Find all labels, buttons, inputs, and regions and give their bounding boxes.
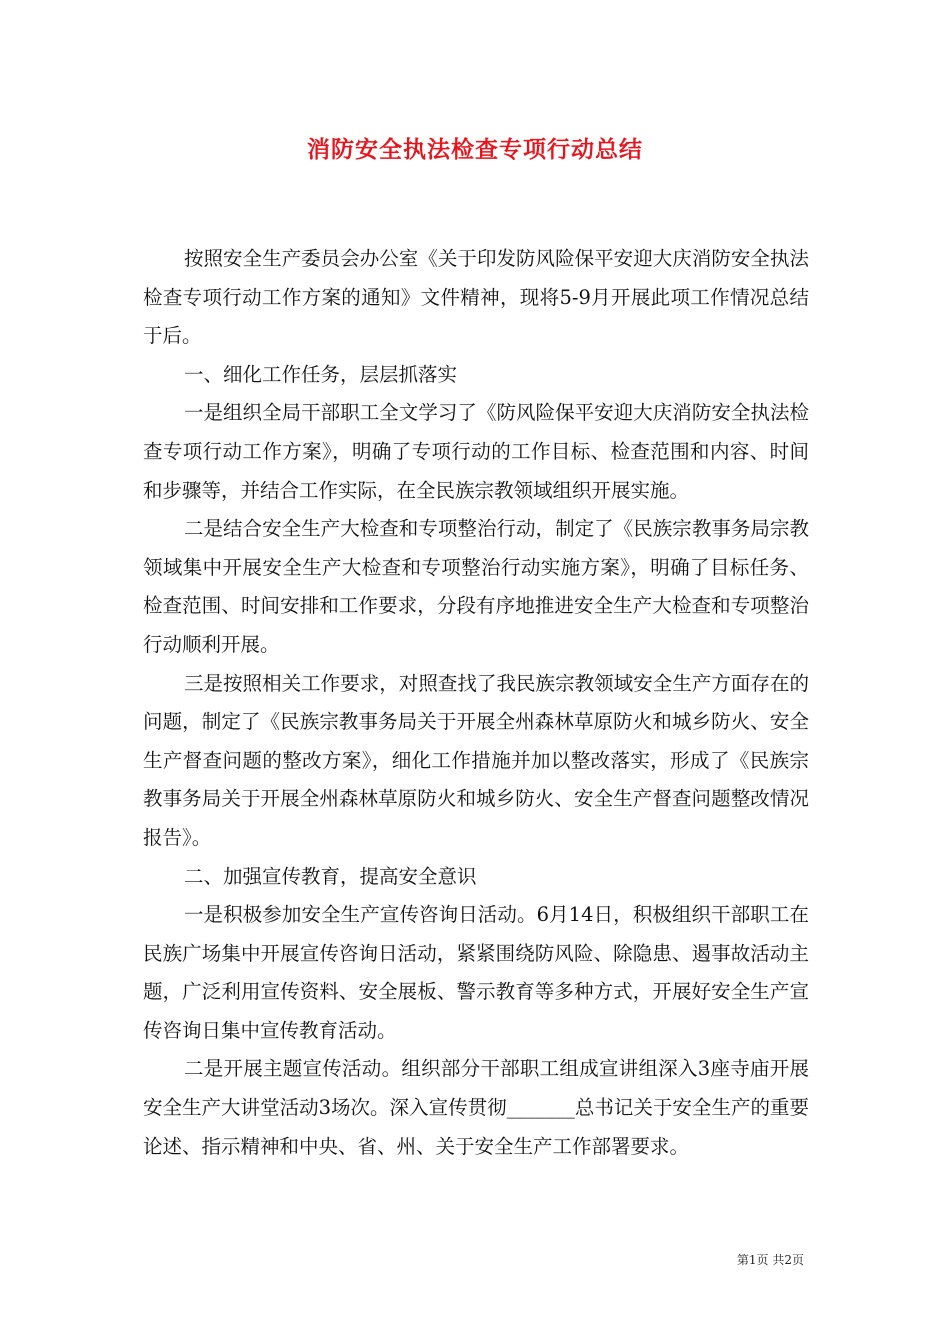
document-body [143,240,809,1166]
body-paragraph: 二是开展主题宣传活动。组织部分干部职工组成宣讲组深入3座寺庙开展安全生产大讲堂活动3场次。深入宣传贯彻_______总书记关于安全生产的重要论述、指示精神和中央、省、州、关于安全生产工作部署要求。 [143,1057,809,1158]
intro-paragraph: 按照安全生产委员会办公室《关于印发防风险保平安迎大庆消防安全执法检查专项行动工作方案的通知》文件精神，现将5-9月开展此项工作情况总结于后。 [143,247,809,348]
section-heading-1: 一、细化工作任务，层层抓落实 [183,362,457,386]
footer-suffix: 页 [791,1253,804,1267]
body-paragraph: 三是按照相关工作要求，对照查找了我民族宗教领域安全生产方面存在的问题，制定了《民族宗教事务局关于开展全州森林草原防火和城乡防火、安全生产督查问题的整改方案》，细化工作措施并加以整改落实，形成了《民族宗教事务局关于开展全州森林草原防火和城乡防火、安全生产督查问题整改情况报告》。 [143,671,809,849]
footer-middle: 页 共 [756,1253,785,1267]
body-paragraph: 一是积极参加安全生产宣传咨询日活动。6月14日，积极组织干部职工在民族广场集中开展宣传咨询日活动，紧紧围绕防风险、除隐患、遏事故活动主题，广泛利用宣传资料、安全展板、警示教育等多种方式，开展好安全生产宣传咨询日集中宣传教育活动。 [143,903,809,1042]
page-number-footer [737,1252,804,1268]
section-heading-2: 二、加强宣传教育，提高安全意识 [183,864,477,888]
body-paragraph: 二是结合安全生产大检查和专项整治行动，制定了《民族宗教事务局宗教领域集中开展安全生产大检查和专项整治行动实施方案》，明确了目标任务、检查范围、时间安排和工作要求，分段有序地推进安全生产大检查和专项整治行动顺利开展。 [143,517,809,656]
document-title: 消防安全执法检查专项行动总结 [307,136,643,163]
footer-prefix: 第 [736,1253,749,1267]
footer-total-pages: 2 [784,1253,792,1267]
body-paragraph: 一是组织全局干部职工全文学习了《防风险保平安迎大庆消防安全执法检查专项行动工作方案》，明确了专项行动的工作目标、检查范围和内容、时间和步骤等，并结合工作实际，在全民族宗教领域组织开展实施。 [143,401,809,502]
footer-current-page: 1 [748,1253,757,1267]
